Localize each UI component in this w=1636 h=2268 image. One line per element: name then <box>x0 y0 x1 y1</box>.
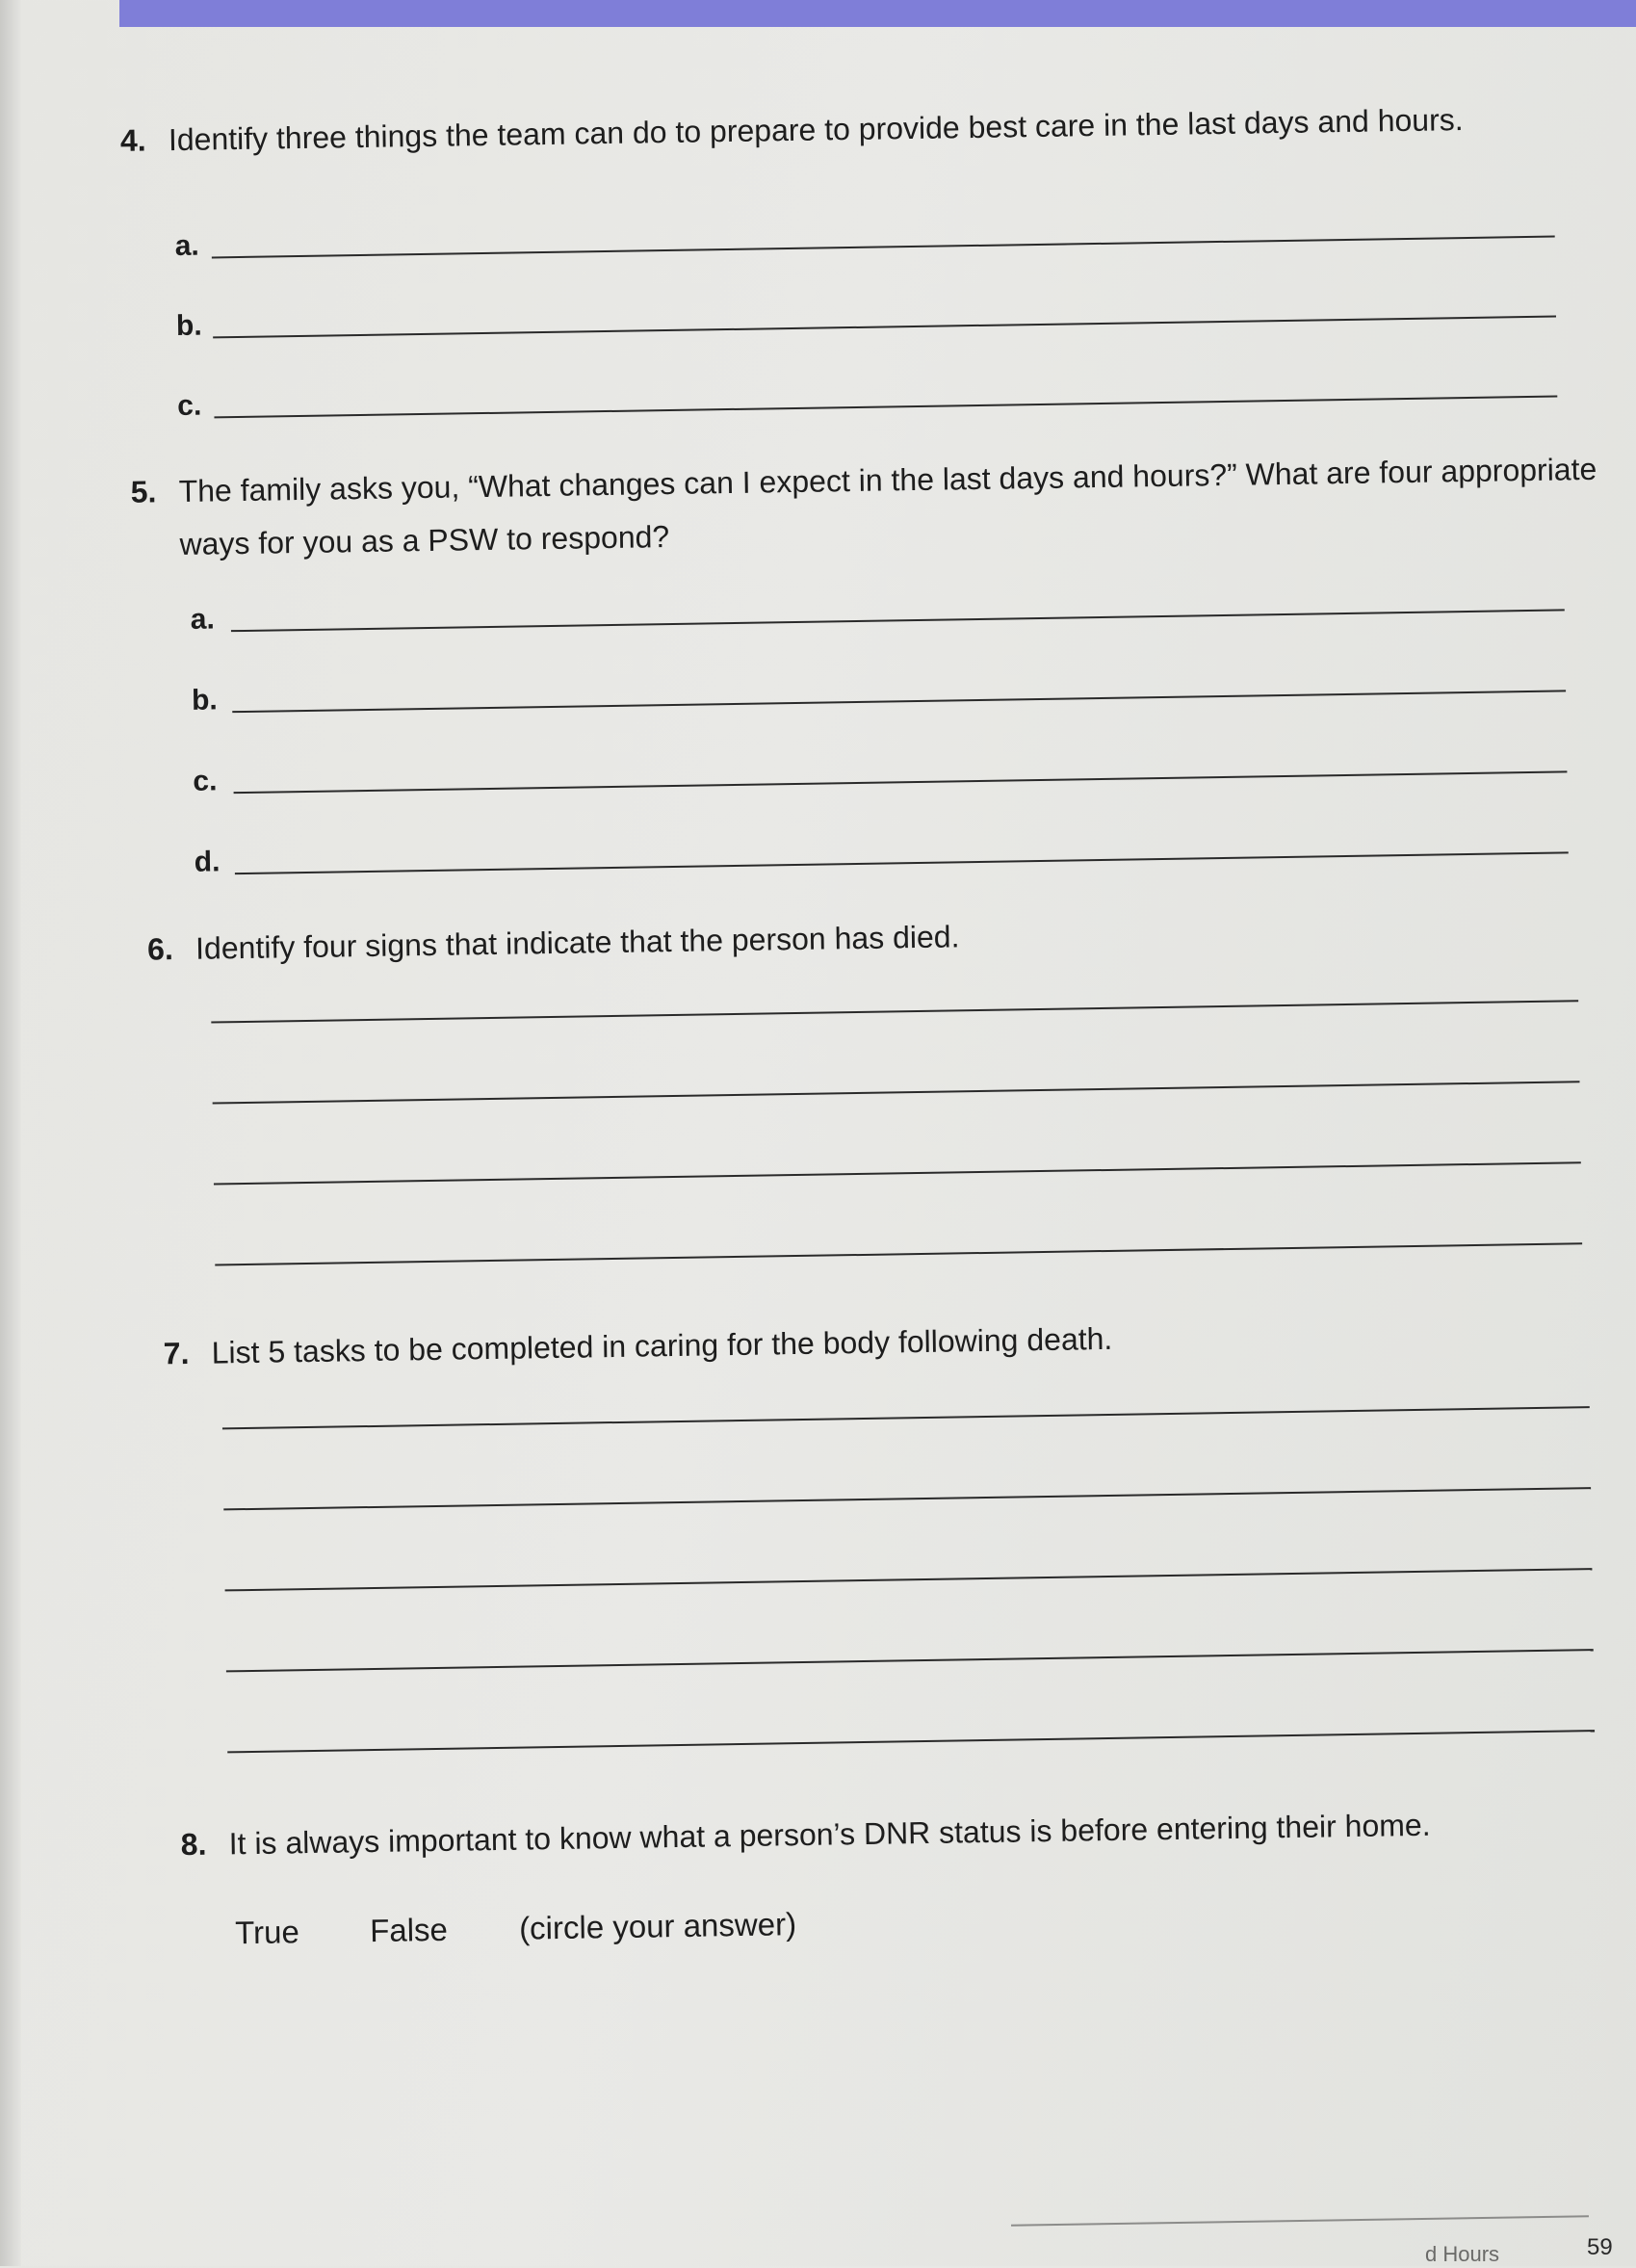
question-7 <box>163 1314 1112 1378</box>
question-text: ways for you as a PSW to respond? <box>179 519 670 562</box>
question-number: 8. <box>180 1826 207 1863</box>
question-5 <box>130 444 1597 517</box>
circle-instruction: (circle your answer) <box>518 1906 797 1946</box>
question-4 <box>120 94 1464 166</box>
answer-label-d: d. <box>194 846 221 878</box>
question-number: 5. <box>130 474 157 509</box>
question-8 <box>180 1800 1431 1869</box>
page-number: 59 <box>1587 2234 1613 2260</box>
answer-line[interactable] <box>214 396 1557 419</box>
answer-line[interactable] <box>214 1161 1581 1185</box>
answer-line[interactable] <box>225 1568 1593 1591</box>
question-text: Identify four signs that indicate that the person has died. <box>195 919 960 966</box>
answer-line[interactable] <box>234 770 1568 794</box>
false-option[interactable]: False <box>369 1911 449 1949</box>
question-text: Identify three things the team can do to prepare to provide best care in the last days and hours. <box>168 102 1464 158</box>
answer-line[interactable] <box>223 1487 1591 1510</box>
answer-line[interactable] <box>213 316 1556 339</box>
question-number: 6. <box>146 931 174 967</box>
question-number: 4. <box>119 122 146 158</box>
answer-label-b: b. <box>175 309 202 343</box>
answer-label-a: a. <box>174 229 199 263</box>
answer-line[interactable] <box>232 690 1566 713</box>
true-option[interactable]: True <box>234 1914 300 1951</box>
answer-label-a: a. <box>190 603 216 636</box>
answer-label-c: c. <box>177 389 202 423</box>
answer-line[interactable] <box>231 609 1565 632</box>
question-6 <box>147 911 960 974</box>
question-text: List 5 tasks to be completed in caring for the body following death. <box>211 1320 1113 1370</box>
question-number: 7. <box>163 1335 190 1371</box>
answer-line[interactable] <box>213 1081 1580 1104</box>
answer-line[interactable] <box>235 851 1569 874</box>
answer-label-b: b. <box>191 684 219 717</box>
question-5-continued <box>179 511 669 569</box>
answer-line[interactable] <box>212 236 1555 259</box>
answer-line[interactable] <box>227 1730 1595 1753</box>
answer-line[interactable] <box>222 1406 1590 1429</box>
question-text: The family asks you, “What changes can I expect in the last days and hours?” What are four appropriate <box>178 451 1597 509</box>
question-text: It is always important to know what a person’s DNR status is before entering their home. <box>228 1807 1431 1862</box>
answer-line[interactable] <box>226 1649 1594 1672</box>
footer-running-head: d Hours <box>1425 2242 1500 2266</box>
answer-line[interactable] <box>215 1242 1582 1265</box>
answer-line[interactable] <box>211 1000 1578 1023</box>
answer-label-c: c. <box>193 765 218 797</box>
